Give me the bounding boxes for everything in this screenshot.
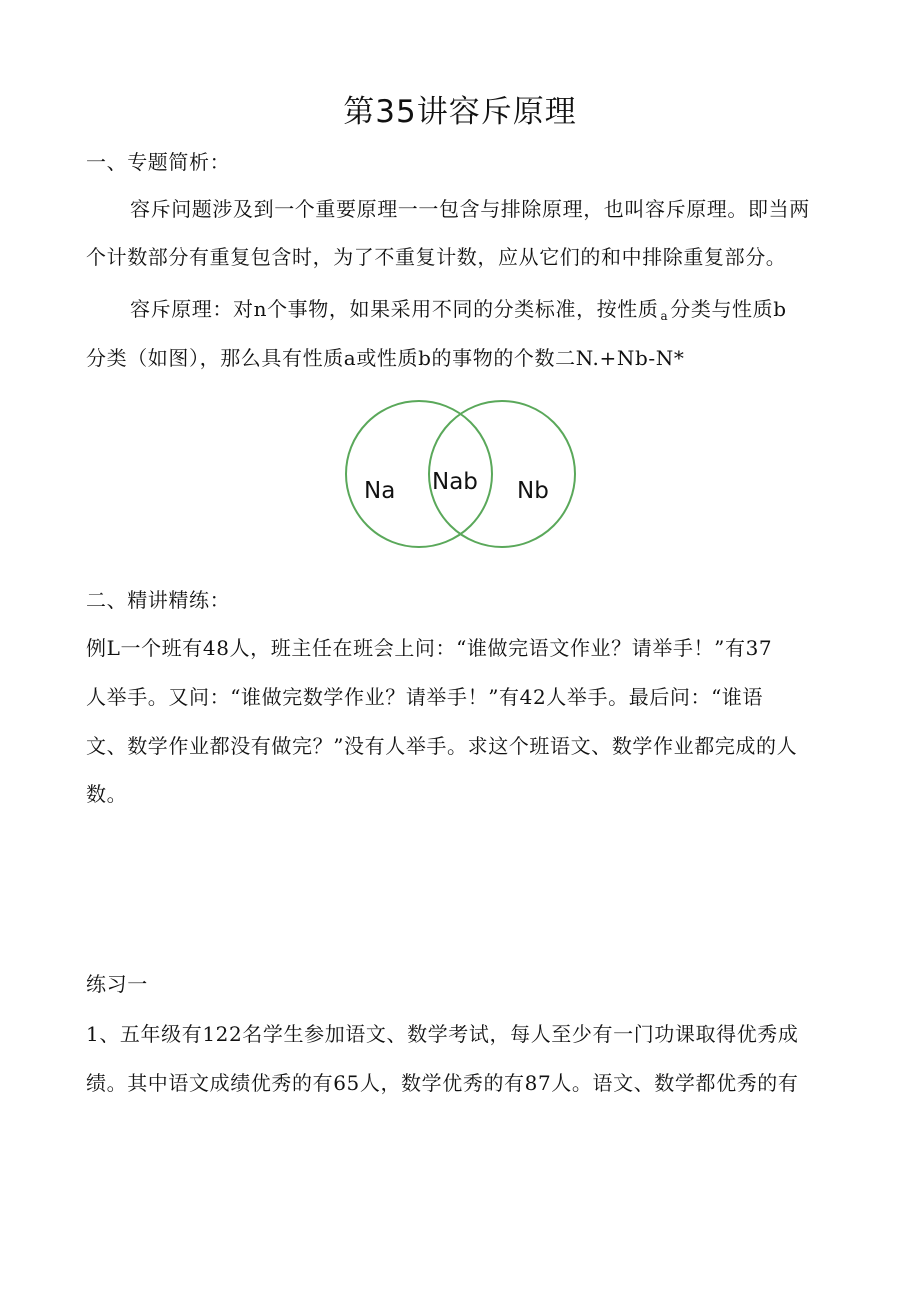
exercise-1-line-2: 绩。其中语文成绩优秀的有65人，数学优秀的有87人。语文、数学都优秀的有 bbox=[86, 1071, 799, 1095]
principle-text-a: 容斥原理：对n个事物，如果采用不同的分类标准，按性质 bbox=[130, 297, 659, 321]
page-title: 第35讲容斥原理 bbox=[343, 94, 577, 130]
venn-diagram bbox=[336, 398, 582, 552]
venn-label-na: Na bbox=[364, 478, 396, 504]
example-1-line-1: 例L一个班有48人，班主任在班会上问：“谁做完语文作业？请举手！”有37 bbox=[86, 636, 773, 660]
section-heading-analysis: 一、专题简析： bbox=[86, 150, 231, 174]
example-1-line-3: 文、数学作业都没有做完？”没有人举手。求这个班语文、数学作业都完成的人 bbox=[86, 734, 798, 758]
principle-formula-line: 分类（如图），那么具有性质a或性质b的事物的个数二N.+Nb-N* bbox=[86, 346, 685, 370]
venn-label-nb: Nb bbox=[517, 478, 549, 504]
paragraph-intro-line-1: 容斥问题涉及到一个重要原理一一包含与排除原理，也叫容斥原理。即当两 bbox=[130, 197, 810, 221]
venn-label-nab: Nab bbox=[432, 469, 478, 495]
principle-subscript-a: a bbox=[660, 309, 669, 323]
example-1-line-4: 数。 bbox=[86, 782, 128, 806]
section-heading-practice: 二、精讲精练： bbox=[86, 588, 231, 612]
paragraph-intro-line-2: 个计数部分有重复包含时，为了不重复计数，应从它们的和中排除重复部分。 bbox=[86, 245, 787, 269]
example-1-line-2: 人举手。又问：“谁做完数学作业？请举手！”有42人举手。最后问：“谁语 bbox=[86, 685, 764, 709]
paragraph-principle-line-2 bbox=[86, 345, 684, 371]
principle-text-b: 分类与性质b bbox=[670, 297, 787, 321]
paragraph-principle-line-1 bbox=[130, 296, 787, 329]
exercise-1-line-1: 1、五年级有122名学生参加语文、数学考试，每人至少有一门功课取得优秀成 bbox=[86, 1022, 799, 1046]
exercise-heading: 练习一 bbox=[86, 972, 148, 996]
